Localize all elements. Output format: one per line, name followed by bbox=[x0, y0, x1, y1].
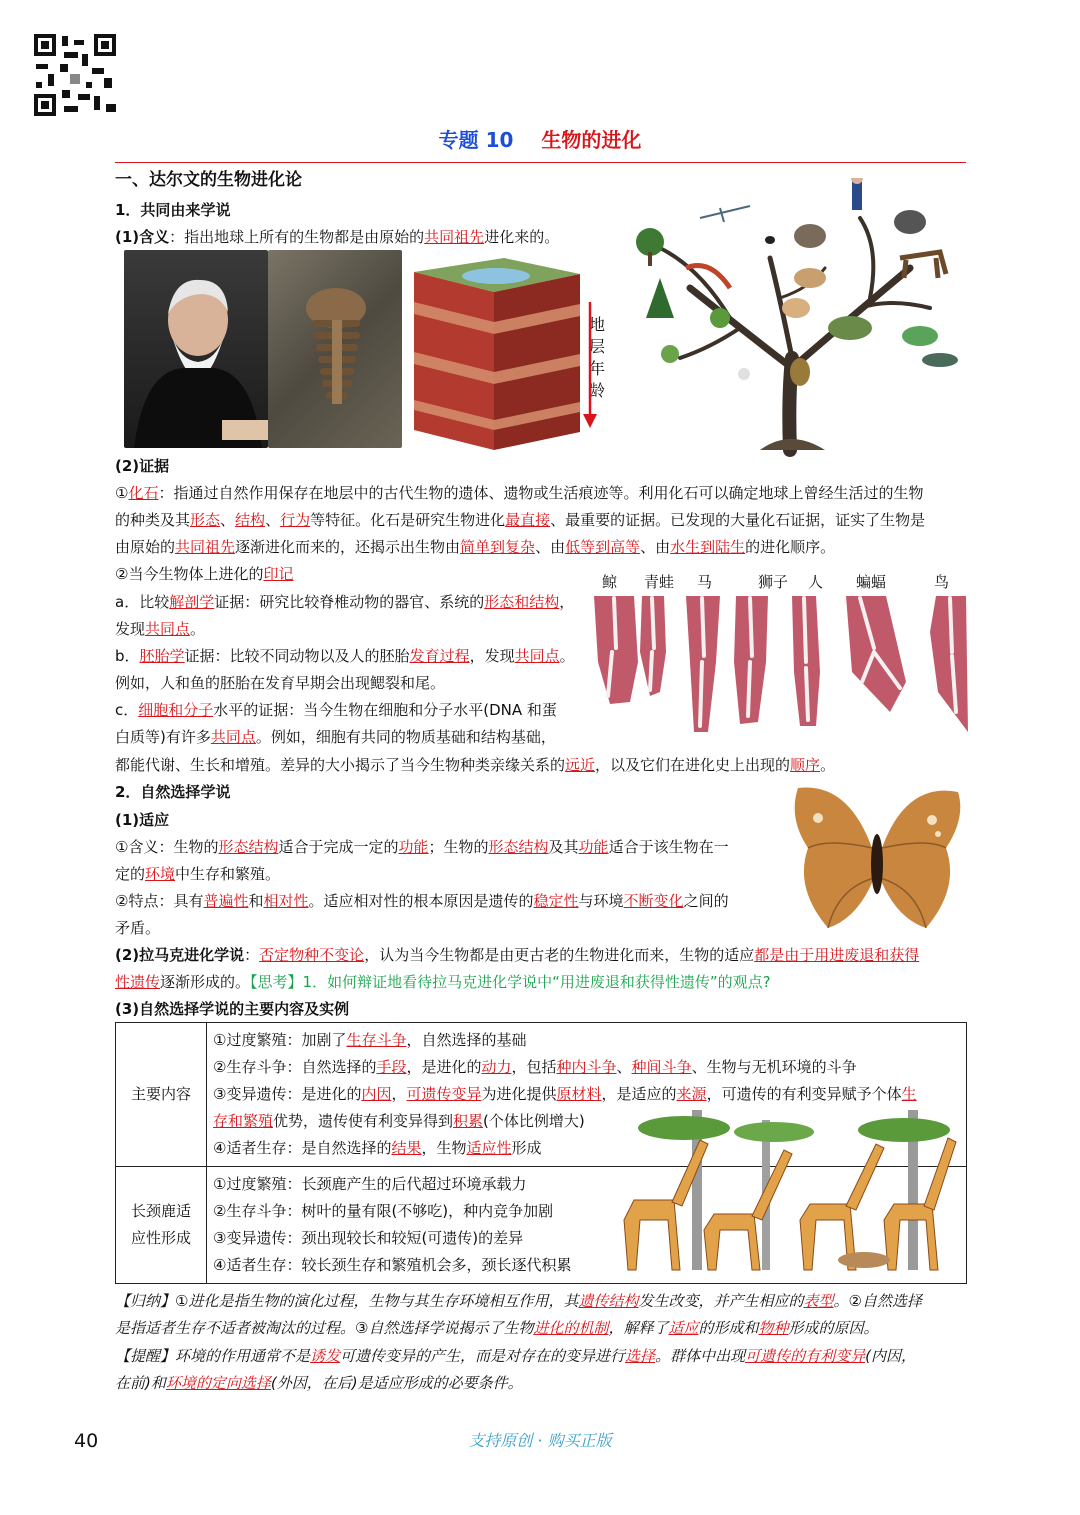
imprint-text: ②当今生物体上进化的 bbox=[115, 565, 264, 583]
adapt-text: ②特点：具有 bbox=[115, 892, 204, 910]
adapt2-line-1 bbox=[115, 891, 729, 911]
cell-text: 优势，遗传使有利变异得到 bbox=[273, 1112, 454, 1130]
anatomy-text: 证据：研究比较脊椎动物的器官、系统的 bbox=[214, 593, 485, 611]
ns-heading: (3)自然选择学说的主要内容及实例 bbox=[115, 1000, 350, 1018]
sub1-heading: 1．共同由来学说 bbox=[115, 201, 231, 219]
molecular-text: c． bbox=[115, 701, 139, 719]
keyword: 共同点 bbox=[210, 728, 256, 746]
meaning-line bbox=[115, 227, 559, 247]
keyword: 存和繁殖 bbox=[213, 1112, 274, 1130]
keyword: 形态和结构 bbox=[484, 593, 560, 611]
lamarck-text: 逐渐形成的。 bbox=[160, 973, 251, 991]
keyword: 种间斗争 bbox=[631, 1058, 692, 1076]
keyword: 水生到陆生 bbox=[670, 538, 746, 556]
reminder-text: 。群体中出现 bbox=[655, 1347, 746, 1365]
adapt1-line-1 bbox=[115, 837, 729, 857]
meaning-text: ：指出地球上所有的生物都是由原始的 bbox=[169, 228, 425, 246]
keyword: 都是由于用进废退和获得 bbox=[754, 946, 920, 964]
fossil-line-2 bbox=[115, 510, 925, 530]
keyword: 结果 bbox=[391, 1139, 422, 1157]
adapt1-line-2 bbox=[115, 864, 280, 884]
reminder-line-2 bbox=[115, 1373, 523, 1393]
fossil-text: 、 bbox=[265, 511, 281, 529]
molecular-text: 都能代谢、生长和增殖。差异的大小揭示了当今生物种类亲缘关系的 bbox=[115, 756, 566, 774]
keyword: 动力 bbox=[481, 1058, 512, 1076]
cell-text: ， bbox=[391, 1085, 407, 1103]
cell-text: ，可遗传的有利变异赋予个体 bbox=[706, 1085, 902, 1103]
cell-text: ，自然选择的基础 bbox=[406, 1031, 527, 1049]
summary-text: 。②自然选择 bbox=[833, 1292, 922, 1310]
sub2-heading: 2．自然选择学说 bbox=[115, 783, 231, 801]
giraffe-line: ③变异遗传：颈出现较长和较短(可遗传)的差异 bbox=[213, 1229, 524, 1247]
molecular-text: 水平的证据：当今生物在细胞和分子水平(DNA 和蛋 bbox=[213, 701, 557, 719]
keyword: 内因 bbox=[361, 1085, 392, 1103]
molecular-text: 白质等)有许多 bbox=[115, 728, 211, 746]
fossil-text: 、由 bbox=[535, 538, 566, 556]
main-content-line bbox=[213, 1027, 960, 1054]
keyword: 可遗传变异 bbox=[406, 1085, 482, 1103]
summary-text: 是指适者生存不适者被淘汰的过程。③自然选择学说揭示了生物 bbox=[115, 1319, 534, 1337]
molecular-line-2 bbox=[115, 727, 556, 747]
lamarck-text: ： bbox=[244, 946, 260, 964]
title-prefix: 专题 10 bbox=[438, 128, 514, 152]
reminder-text: 在前)和 bbox=[115, 1374, 166, 1392]
row-header-main-content bbox=[116, 1023, 207, 1167]
title-main: 生物的进化 bbox=[541, 128, 642, 152]
adapt2-line-2: 矛盾。 bbox=[115, 919, 161, 937]
reminder-text: 【提醒】环境的作用通常不是 bbox=[115, 1347, 311, 1365]
anatomy-text: 发现 bbox=[115, 620, 146, 638]
keyword: 远近 bbox=[565, 756, 596, 774]
keyword: 来源 bbox=[676, 1085, 707, 1103]
keyword: 细胞和分子 bbox=[138, 701, 214, 719]
reminder-text: 可遗传变异的产生，而是对存在的变异进行 bbox=[340, 1347, 626, 1365]
evidence-heading: (2)证据 bbox=[115, 457, 170, 475]
footer-slogan: 支持原创 · 购买正版 bbox=[468, 1431, 612, 1450]
embryo-line-1 bbox=[115, 646, 575, 666]
molecular-line-3 bbox=[115, 755, 835, 775]
bone-label-bat: 蝙蝠 bbox=[856, 573, 887, 591]
fossil-text: 、 bbox=[220, 511, 236, 529]
fossil-text: 逐渐进化而来的，还揭示出生物由 bbox=[235, 538, 461, 556]
keyword: 不断变化 bbox=[623, 892, 684, 910]
embryo-text: 。 bbox=[559, 647, 575, 665]
anatomy-text: ， bbox=[559, 593, 575, 611]
adapt-text: 之间的 bbox=[683, 892, 729, 910]
cell-text: 、 bbox=[616, 1058, 632, 1076]
bone-label-frog: 青蛙 bbox=[644, 573, 675, 591]
reminder-text: (内因， bbox=[865, 1347, 916, 1365]
keyword: 最直接 bbox=[505, 511, 551, 529]
cell-text: ，是进化的 bbox=[406, 1058, 482, 1076]
reminder-text: (外因，在后)是适应形成的必要条件。 bbox=[270, 1374, 523, 1392]
evolution-tree-image bbox=[620, 178, 970, 460]
keyword: 环境的定向选择 bbox=[165, 1374, 271, 1392]
keyword: 否定物种不变论 bbox=[259, 946, 365, 964]
giraffe-illustration bbox=[614, 1110, 962, 1276]
lamarck-text: ，认为当今生物都是由更古老的生物进化而来，生物的适应 bbox=[364, 946, 755, 964]
summary-text: 【归纳】①进化是指生物的演化过程，生物与其生存环境相互作用，其 bbox=[115, 1292, 579, 1310]
keyword: 积累 bbox=[453, 1112, 484, 1130]
keyword: 生存斗争 bbox=[346, 1031, 407, 1049]
molecular-line-1 bbox=[115, 700, 557, 720]
summary-text: 的形成和 bbox=[698, 1319, 759, 1337]
cell-text: 、生物与无机环境的斗争 bbox=[691, 1058, 857, 1076]
lamarck-line-2 bbox=[115, 972, 771, 992]
molecular-text: 。 bbox=[820, 756, 836, 774]
keyword: 形态 bbox=[190, 511, 221, 529]
page-number: 40 bbox=[74, 1430, 99, 1452]
trilobite-fossil-image bbox=[268, 250, 402, 448]
adapt-text: ；生物的 bbox=[428, 838, 489, 856]
keyword: 结构 bbox=[235, 511, 266, 529]
keyword: 种内斗争 bbox=[556, 1058, 617, 1076]
molecular-text: 。例如，细胞有共同的物质基础和结构基础， bbox=[255, 728, 556, 746]
bone-label-lion: 狮子 bbox=[758, 573, 789, 591]
bone-label-whale: 鲸 bbox=[602, 573, 618, 591]
title-rule bbox=[115, 162, 966, 163]
fossil-text: 由原始的 bbox=[115, 538, 176, 556]
imprint-line bbox=[115, 564, 293, 584]
cell-text: ，生物 bbox=[421, 1139, 467, 1157]
fossil-text: 的进化顺序。 bbox=[745, 538, 836, 556]
anatomy-line-2 bbox=[115, 619, 205, 639]
giraffe-line: ④适者生存：较长颈生存和繁殖机会多，颈长逐代积累 bbox=[213, 1256, 572, 1274]
cell-text: ①过度繁殖：加剧了 bbox=[213, 1031, 347, 1049]
keyword: 手段 bbox=[376, 1058, 407, 1076]
lamarck-label: (2)拉马克进化学说 bbox=[115, 946, 245, 964]
keyword: 顺序 bbox=[790, 756, 821, 774]
keyword: 选择 bbox=[625, 1347, 656, 1365]
adapt-text: 适合于完成一定的 bbox=[278, 838, 399, 856]
summary-text: ，解释了 bbox=[608, 1319, 669, 1337]
anatomy-text: a．比较 bbox=[115, 593, 170, 611]
fossil-text: ① bbox=[115, 484, 129, 502]
fossil-line-3 bbox=[115, 537, 835, 557]
main-content-line bbox=[213, 1081, 960, 1108]
cell-text: ③变异遗传：是进化的 bbox=[213, 1085, 362, 1103]
keyword: 低等到高等 bbox=[565, 538, 641, 556]
adapt-text: 定的 bbox=[115, 865, 146, 883]
fossil-text: 等特征。化石是研究生物进化 bbox=[310, 511, 506, 529]
embryo-text: 证据：比较不同动物以及人的胚胎 bbox=[184, 647, 410, 665]
keyword: 环境 bbox=[145, 865, 176, 883]
bone-label-bird: 鸟 bbox=[934, 573, 950, 591]
keyword: 形态结构 bbox=[218, 838, 279, 856]
molecular-text: ，以及它们在进化史上出现的 bbox=[595, 756, 791, 774]
keyword: 共同点 bbox=[514, 647, 560, 665]
qr-code bbox=[34, 34, 116, 116]
strata-age-arrow bbox=[578, 300, 602, 430]
fossil-text: 、最重要的证据。已发现的大量化石证据，证实了生物是 bbox=[550, 511, 926, 529]
adapt-text: 中生存和繁殖。 bbox=[175, 865, 281, 883]
keyword: 印记 bbox=[263, 565, 294, 583]
embryo-line-2: 例如，人和鱼的胚胎在发育早期会出现鳃裂和尾。 bbox=[115, 674, 446, 692]
cell-text: ，包括 bbox=[511, 1058, 557, 1076]
keyword: 功能 bbox=[578, 838, 609, 856]
keyword: 适应性 bbox=[466, 1139, 512, 1157]
meaning-label: (1)含义 bbox=[115, 228, 170, 246]
adapt-text: 及其 bbox=[548, 838, 579, 856]
fossil-text: 、由 bbox=[640, 538, 671, 556]
cell-text: 形成 bbox=[511, 1139, 542, 1157]
leaf-butterfly-image bbox=[788, 778, 966, 938]
bone-label-human: 人 bbox=[808, 573, 824, 591]
keyword: 表型 bbox=[803, 1292, 834, 1310]
adapt-heading: (1)适应 bbox=[115, 811, 170, 829]
reminder-line-1 bbox=[115, 1346, 916, 1366]
row-header-text: 长颈鹿适 bbox=[130, 1202, 191, 1220]
giraffe-line: ①过度繁殖：长颈鹿产生的后代超过环境承载力 bbox=[213, 1175, 527, 1193]
keyword: 诱发 bbox=[310, 1347, 341, 1365]
cell-text: (个体比例增大) bbox=[483, 1112, 585, 1130]
anatomy-line-1 bbox=[115, 592, 574, 612]
summary-line-1 bbox=[115, 1291, 922, 1311]
anatomy-text: 。 bbox=[190, 620, 206, 638]
adapt-text: 适合于该生物在一 bbox=[608, 838, 729, 856]
row-header-text: 主要内容 bbox=[130, 1085, 191, 1103]
think-question: 【思考】1．如何辩证地看待拉马克进化学说中“用进废退和获得性遗传”的观点? bbox=[250, 973, 771, 991]
adapt-text: ①含义：生物的 bbox=[115, 838, 219, 856]
summary-text: 发生改变，并产生相应的 bbox=[638, 1292, 804, 1310]
meaning-text: 进化来的。 bbox=[484, 228, 560, 246]
adapt-text: 。适应相对性的根本原因是遗传的 bbox=[308, 892, 534, 910]
keyword: 共同点 bbox=[145, 620, 191, 638]
keyword: 共同祖先 bbox=[424, 228, 485, 246]
bone-label-horse: 马 bbox=[697, 573, 713, 591]
fossil-line-1 bbox=[115, 483, 923, 503]
embryo-text: ，发现 bbox=[469, 647, 515, 665]
keyword: 物种 bbox=[758, 1319, 789, 1337]
cell-text: ②生存斗争：自然选择的 bbox=[213, 1058, 377, 1076]
keyword: 稳定性 bbox=[533, 892, 579, 910]
embryo-text: b． bbox=[115, 647, 140, 665]
keyword: 适应 bbox=[668, 1319, 699, 1337]
cell-text: ④适者生存：是自然选择的 bbox=[213, 1139, 392, 1157]
adapt-text: 与环境 bbox=[578, 892, 624, 910]
cell-text: ，是适应的 bbox=[601, 1085, 677, 1103]
adapt-text: 和 bbox=[248, 892, 264, 910]
row-header-giraffe bbox=[116, 1167, 207, 1284]
darwin-portrait-image bbox=[124, 250, 268, 448]
keyword: 形态结构 bbox=[488, 838, 549, 856]
main-content-line bbox=[213, 1054, 960, 1081]
keyword: 简单到复杂 bbox=[460, 538, 536, 556]
keyword: 生 bbox=[901, 1085, 917, 1103]
keyword: 性遗传 bbox=[115, 973, 161, 991]
page-title bbox=[0, 124, 1080, 153]
summary-line-2 bbox=[115, 1318, 879, 1338]
giraffe-line: ②生存斗争：树叶的量有限(不够吃)，种内竞争加剧 bbox=[213, 1202, 554, 1220]
row-header-text: 应性形成 bbox=[130, 1229, 191, 1247]
keyword: 化石 bbox=[128, 484, 159, 502]
keyword: 相对性 bbox=[263, 892, 309, 910]
keyword: 可遗传的有利变异 bbox=[745, 1347, 866, 1365]
limb-bones-image bbox=[590, 592, 970, 742]
keyword: 原材料 bbox=[556, 1085, 602, 1103]
keyword: 功能 bbox=[398, 838, 429, 856]
strata-age-label: 地层年龄 bbox=[589, 315, 606, 400]
lamarck-line-1 bbox=[115, 945, 919, 965]
cell-text: 为进化提供 bbox=[481, 1085, 557, 1103]
keyword: 共同祖先 bbox=[175, 538, 236, 556]
section1-heading: 一、达尔文的生物进化论 bbox=[115, 170, 302, 190]
keyword: 行为 bbox=[280, 511, 311, 529]
fossil-text: 的种类及其 bbox=[115, 511, 191, 529]
keyword: 遗传结构 bbox=[578, 1292, 639, 1310]
fossil-text: ：指通过自然作用保存在地层中的古代生物的遗体、遗物或生活痕迹等。利用化石可以确定地球上曾经生活过的生物 bbox=[158, 484, 924, 502]
keyword: 解剖学 bbox=[169, 593, 215, 611]
keyword: 进化的机制 bbox=[533, 1319, 609, 1337]
strata-diagram bbox=[404, 252, 584, 452]
keyword: 发育过程 bbox=[409, 647, 470, 665]
keyword: 普遍性 bbox=[203, 892, 249, 910]
summary-text: 形成的原因。 bbox=[788, 1319, 879, 1337]
keyword: 胚胎学 bbox=[139, 647, 185, 665]
